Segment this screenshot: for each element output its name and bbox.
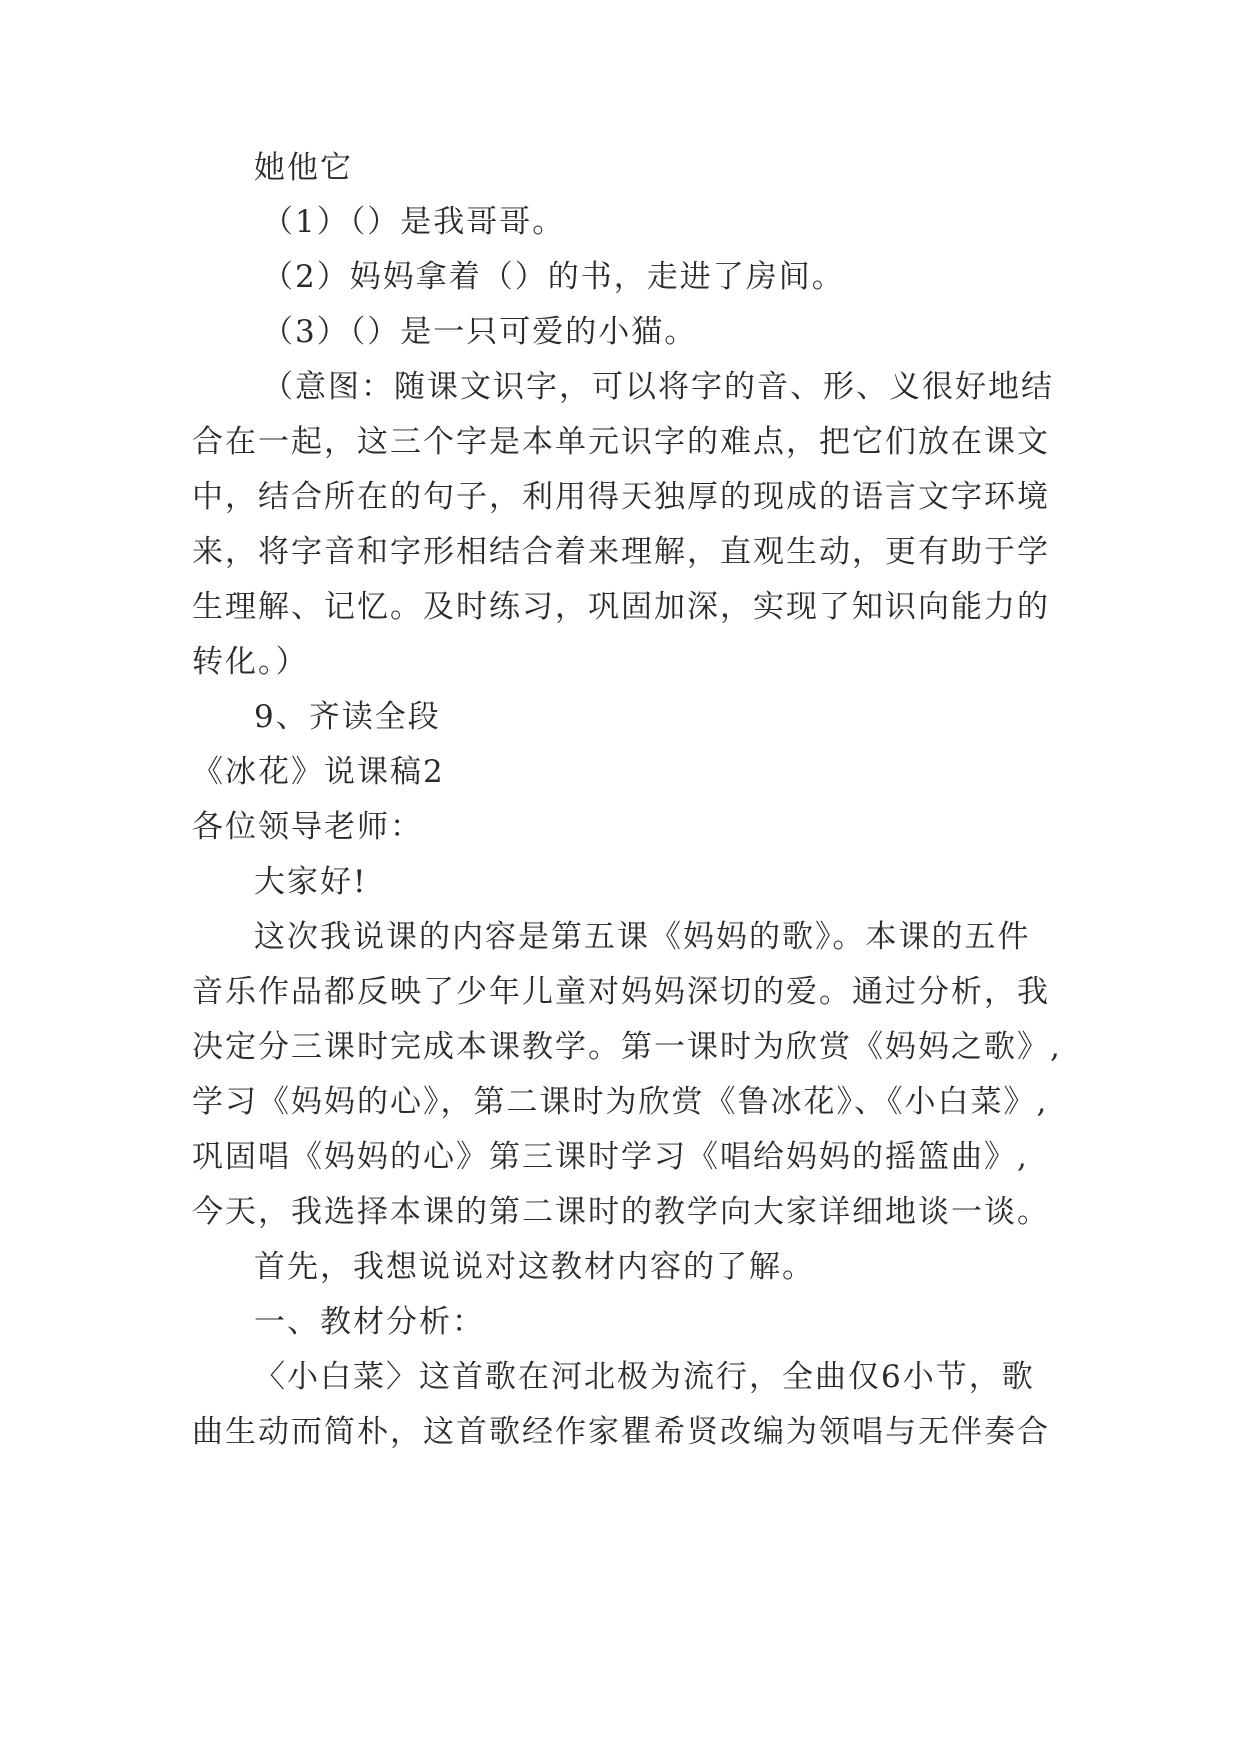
paragraph-line: 曲生动而简朴，这首歌经作家瞿希贤改编为领唱与无伴奏合 (192, 1414, 1050, 1450)
paragraph-line: 合在一起，这三个字是本单元识字的难点，把它们放在课文 (192, 424, 1050, 460)
paragraph-line: 决定分三课时完成本课教学。第一课时为欣赏《妈妈之歌》, (192, 1029, 1062, 1065)
paragraph-line: 转化。） (192, 644, 309, 680)
paragraph-line: 9、齐读全段 (254, 699, 441, 735)
paragraph-line: 这次我说课的内容是第五课《妈妈的歌》。本课的五件 (254, 919, 1031, 955)
paragraph-line: 今天，我选择本课的第二课时的教学向大家详细地谈一谈。 (192, 1194, 1050, 1230)
paragraph-line: （1）（）是我哥哥。 (262, 204, 566, 240)
paragraph-line: （3）（）是一只可爱的小猫。 (262, 314, 698, 350)
subsection-heading: 一、教材分析： (254, 1304, 485, 1340)
paragraph-line: 首先，我想说说对这教材内容的了解。 (254, 1249, 815, 1285)
paragraph-line: 来，将字音和字形相结合着来理解，直观生动，更有助于学 (192, 534, 1050, 570)
paragraph-line: 〈小白菜〉这首歌在河北极为流行，全曲仅6小节，歌 (254, 1359, 1035, 1395)
paragraph-line: （2）妈妈拿着（）的书，走进了房间。 (262, 259, 845, 295)
paragraph-line: 生理解、记忆。及时练习，巩固加深，实现了知识向能力的 (192, 589, 1050, 625)
paragraph-line: 中，结合所在的句子，利用得天独厚的现成的语言文字环境 (192, 479, 1050, 515)
paragraph-line: 她他它 (254, 150, 353, 186)
greeting: 大家好! (254, 864, 368, 900)
paragraph-line: 巩固唱《妈妈的心》第三课时学习《唱给妈妈的摇篮曲》, (192, 1139, 1029, 1175)
salutation: 各位领导老师： (192, 809, 423, 845)
paragraph-line: （意图：随课文识字，可以将字的音、形、义很好地结 (262, 369, 1054, 405)
paragraph-line: 学习《妈妈的心》，第二课时为欣赏《鲁冰花》、《小白菜》, (192, 1084, 1049, 1120)
section-title: 《冰花》说课稿2 (192, 754, 445, 790)
paragraph-line: 音乐作品都反映了少年儿童对妈妈深切的爱。通过分析，我 (192, 974, 1050, 1010)
